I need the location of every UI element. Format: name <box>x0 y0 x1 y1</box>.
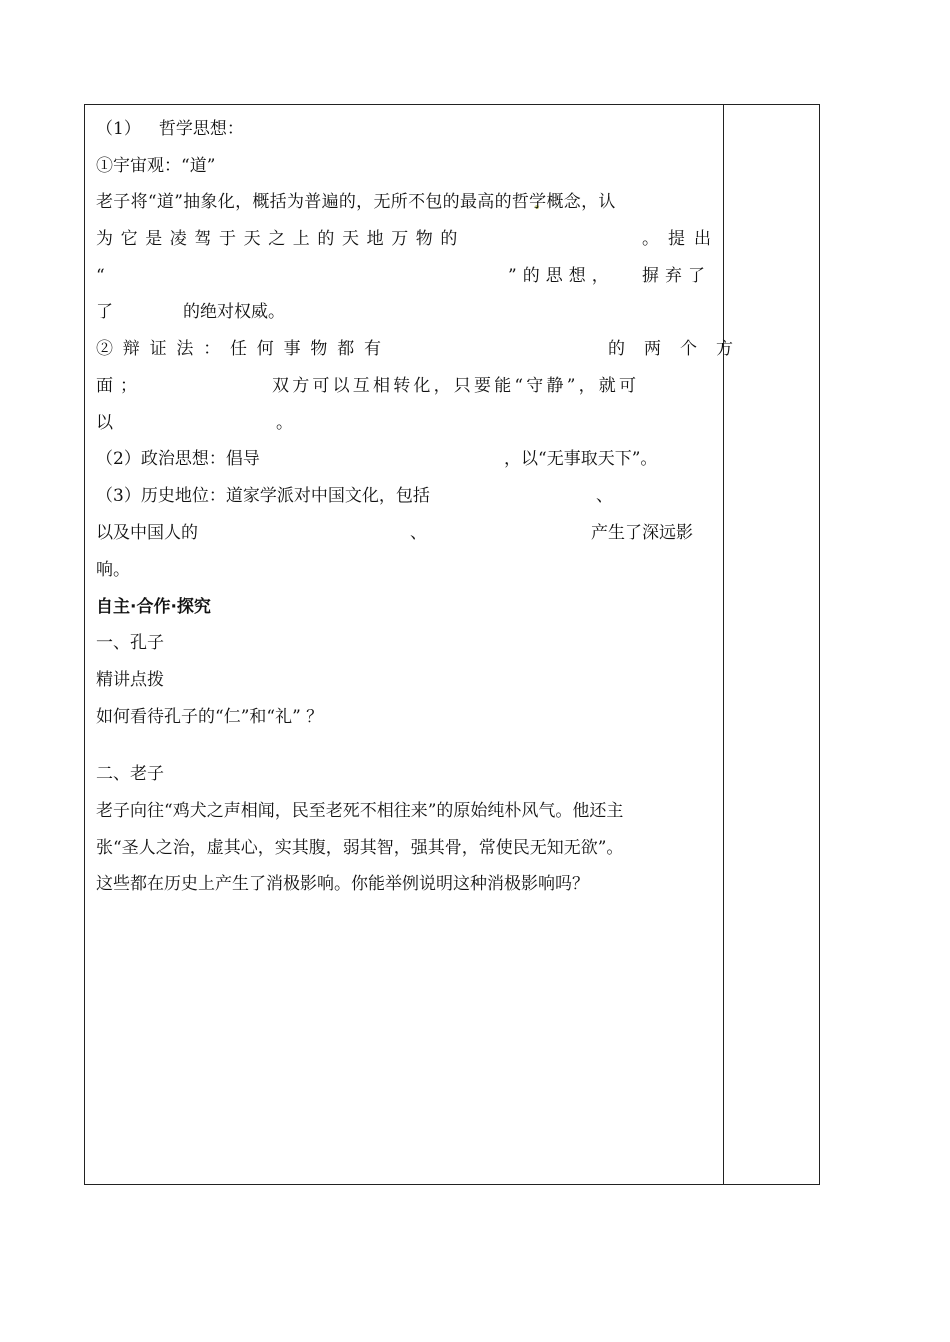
heading-confucius: 一、孔子 <box>96 633 164 653</box>
line-cosmology: ①宇宙观：“道” <box>96 156 216 176</box>
line-philosophy-heading <box>96 116 714 142</box>
text-segment: （2）政治思想：倡导 <box>96 449 260 469</box>
text-segment: 双方可以互相转化，只要能“守静”，就可 <box>272 376 640 396</box>
text-segment: ”的思想， <box>508 266 615 286</box>
open-quote: “ <box>96 266 105 286</box>
paragraph-line-1: 老子向往“鸡犬之声相闻，民至老死不相往来”的原始纯朴风气。他还主 <box>96 801 624 821</box>
heading-laozi: 二、老子 <box>96 764 164 784</box>
text-segment: 了 <box>96 302 113 322</box>
text-segment: ②辩证法：任何事物都有 <box>96 339 391 359</box>
text-segment: 、 <box>410 523 427 543</box>
line-historical-status <box>96 483 714 509</box>
text-segment: 摒弃了 <box>642 266 711 286</box>
line-influence: 响。 <box>96 560 130 580</box>
paragraph-line-2: 张“圣人之治，虚其心，实其腹，弱其智，强其骨，常使民无知无欲”。 <box>96 838 624 858</box>
item-number: （1） <box>96 119 141 139</box>
paragraph-line-3: 这些都在历史上产生了消极影响。你能举例说明这种消极影响吗？ <box>96 874 589 894</box>
text-segment: 产生了深远影 <box>591 523 693 543</box>
text-segment: 、 <box>596 486 613 506</box>
text-segment: 以及中国人的 <box>96 523 198 543</box>
text-segment: 的两个方 <box>608 339 752 359</box>
text-segment: （3）历史地位：道家学派对中国文化，包括 <box>96 486 430 506</box>
text-segment: 面； <box>96 376 144 396</box>
heading-text: 哲学思想： <box>158 119 244 139</box>
line-absolute-authority <box>96 299 714 325</box>
column-divider <box>723 104 724 1185</box>
line-dialectics <box>96 336 752 362</box>
subheading-explanation: 精讲点拨 <box>96 670 164 690</box>
line-dao-above <box>96 226 720 252</box>
text-segment: 。 <box>276 413 293 433</box>
line-propose-idea <box>96 263 714 289</box>
line-chinese-people <box>96 520 714 546</box>
text-segment: 的绝对权威。 <box>183 302 285 322</box>
text-segment: 。提出 <box>642 229 720 249</box>
line-transform <box>96 373 714 399</box>
section-title: 自主·合作·探究 <box>96 597 211 617</box>
line-political <box>96 446 714 472</box>
line-dao-desc: 老子将“道”抽象化，概括为普遍的，无所不包的最高的哲学概念，认 <box>96 192 616 212</box>
text-segment: 以 <box>96 413 113 433</box>
text-segment: ，以“无事取天下”。 <box>504 449 658 469</box>
line-can <box>96 410 714 436</box>
question-ren-li: 如何看待孔子的“仁”和“礼” ？ <box>96 707 324 727</box>
text-segment: 为它是凌驾于天之上的天地万物的 <box>96 229 465 249</box>
